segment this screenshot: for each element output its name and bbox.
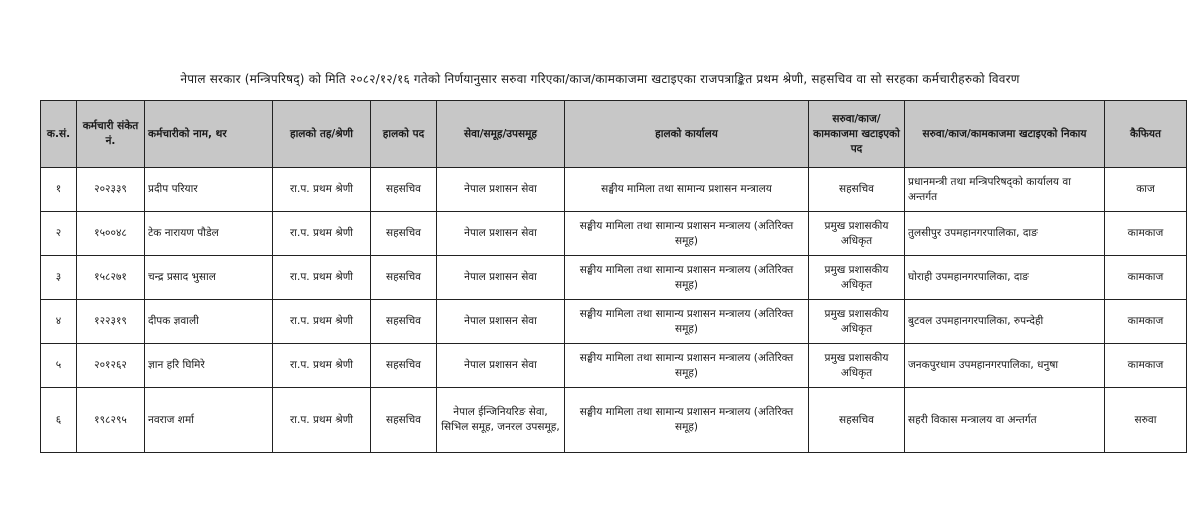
cell-serial: ५ (41, 344, 77, 388)
cell-current-post: सहसचिव (371, 388, 437, 453)
cell-assigned-post: प्रमुख प्रशासकीय अधिकृत (809, 212, 905, 256)
cell-current-post: सहसचिव (371, 256, 437, 300)
cell-current-level: रा.प. प्रथम श्रेणी (273, 212, 371, 256)
cell-current-level: रा.प. प्रथम श्रेणी (273, 256, 371, 300)
cell-current-office: सङ्घीय मामिला तथा सामान्य प्रशासन मन्त्रालय (565, 168, 809, 212)
cell-assigned-post: प्रमुख प्रशासकीय अधिकृत (809, 300, 905, 344)
cell-assigned-body: तुलसीपुर उपमहानगरपालिका, दाङ (905, 212, 1105, 256)
cell-remarks: कामकाज (1105, 256, 1187, 300)
cell-remarks: सरुवा (1105, 388, 1187, 453)
header-service-group: सेवा/समूह/उपसमूह (437, 101, 565, 168)
cell-remarks: कामकाज (1105, 212, 1187, 256)
cell-serial: ४ (41, 300, 77, 344)
header-row (41, 101, 1187, 168)
cell-employee-code: १९८२९५ (77, 388, 145, 453)
cell-remarks: कामकाज (1105, 344, 1187, 388)
cell-current-level: रा.प. प्रथम श्रेणी (273, 388, 371, 453)
cell-assigned-post: प्रमुख प्रशासकीय अधिकृत (809, 344, 905, 388)
cell-employee-name: चन्द्र प्रसाद भुसाल (145, 256, 273, 300)
cell-current-level: रा.प. प्रथम श्रेणी (273, 300, 371, 344)
cell-employee-name: दीपक ज्ञवाली (145, 300, 273, 344)
cell-serial: ३ (41, 256, 77, 300)
table-row (41, 344, 1187, 388)
table-row (41, 388, 1187, 453)
cell-employee-code: २०१२६२ (77, 344, 145, 388)
table-row (41, 300, 1187, 344)
header-current-office: हालको कार्यालय (565, 101, 809, 168)
cell-remarks: काज (1105, 168, 1187, 212)
cell-employee-name: प्रदीप परियार (145, 168, 273, 212)
cell-assigned-body: सहरी विकास मन्त्रालय वा अन्तर्गत (905, 388, 1105, 453)
cell-remarks: कामकाज (1105, 300, 1187, 344)
cell-current-office: सङ्घीय मामिला तथा सामान्य प्रशासन मन्त्रालय (अतिरिक्त समूह) (565, 256, 809, 300)
header-assigned-body: सरुवा/काज/कामकाजमा खटाइएको निकाय (905, 101, 1105, 168)
cell-serial: १ (41, 168, 77, 212)
cell-assigned-body: प्रधानमन्त्री तथा मन्त्रिपरिषद्को कार्यालय वा अन्तर्गत (905, 168, 1105, 212)
cell-employee-name: टेक नारायण पौडेल (145, 212, 273, 256)
cell-employee-code: २०२३३९ (77, 168, 145, 212)
cell-current-office: सङ्घीय मामिला तथा सामान्य प्रशासन मन्त्रालय (अतिरिक्त समूह) (565, 388, 809, 453)
transfer-records-table (40, 100, 1187, 453)
cell-current-post: सहसचिव (371, 168, 437, 212)
cell-employee-code: १२२३१९ (77, 300, 145, 344)
header-current-post: हालको पद (371, 101, 437, 168)
cell-current-post: सहसचिव (371, 344, 437, 388)
cell-current-level: रा.प. प्रथम श्रेणी (273, 168, 371, 212)
header-current-level: हालको तह/श्रेणी (273, 101, 371, 168)
cell-service-group: नेपाल प्रशासन सेवा (437, 168, 565, 212)
header-employee-name: कर्मचारीको नाम, थर (145, 101, 273, 168)
cell-current-office: सङ्घीय मामिला तथा सामान्य प्रशासन मन्त्रालय (अतिरिक्त समूह) (565, 300, 809, 344)
header-remarks: कैफियत (1105, 101, 1187, 168)
cell-serial: २ (41, 212, 77, 256)
table-row (41, 212, 1187, 256)
cell-employee-name: नवराज शर्मा (145, 388, 273, 453)
cell-current-office: सङ्घीय मामिला तथा सामान्य प्रशासन मन्त्रालय (अतिरिक्त समूह) (565, 212, 809, 256)
cell-assigned-post: सहसचिव (809, 388, 905, 453)
cell-assigned-body: जनकपुरधाम उपमहानगरपालिका, धनुषा (905, 344, 1105, 388)
cell-employee-name: ज्ञान हरि घिमिरे (145, 344, 273, 388)
cell-service-group: नेपाल ईन्जिनियरिङ सेवा, सिभिल समूह, जनरल उपसमूह, (437, 388, 565, 453)
cell-employee-code: १५००४८ (77, 212, 145, 256)
cell-service-group: नेपाल प्रशासन सेवा (437, 256, 565, 300)
cell-service-group: नेपाल प्रशासन सेवा (437, 300, 565, 344)
cell-service-group: नेपाल प्रशासन सेवा (437, 212, 565, 256)
document-title: नेपाल सरकार (मन्त्रिपरिषद्) को मिति २०८२/१२/१६ गतेको निर्णयानुसार सरुवा गरिएका/काज/कामकाजमा खटाइएका राजपत्राङ्कित प्रथम श्रेणी, सहसचिव वा सो सरहका कर्मचारीहरुको विवरण (180, 72, 1020, 86)
cell-current-post: सहसचिव (371, 300, 437, 344)
table-row (41, 168, 1187, 212)
header-employee-code: कर्मचारी संकेत नं. (77, 101, 145, 168)
header-serial: क.सं. (41, 101, 77, 168)
cell-assigned-body: बुटवल उपमहानगरपालिका, रुपन्देही (905, 300, 1105, 344)
cell-serial: ६ (41, 388, 77, 453)
cell-assigned-body: घोराही उपमहानगरपालिका, दाङ (905, 256, 1105, 300)
cell-assigned-post: प्रमुख प्रशासकीय अधिकृत (809, 256, 905, 300)
cell-service-group: नेपाल प्रशासन सेवा (437, 344, 565, 388)
cell-employee-code: १५८२७१ (77, 256, 145, 300)
cell-current-level: रा.प. प्रथम श्रेणी (273, 344, 371, 388)
table-row (41, 256, 1187, 300)
cell-assigned-post: सहसचिव (809, 168, 905, 212)
cell-current-office: सङ्घीय मामिला तथा सामान्य प्रशासन मन्त्रालय (अतिरिक्त समूह) (565, 344, 809, 388)
header-assigned-post: सरुवा/काज/कामकाजमा खटाइएको पद (809, 101, 905, 168)
cell-current-post: सहसचिव (371, 212, 437, 256)
